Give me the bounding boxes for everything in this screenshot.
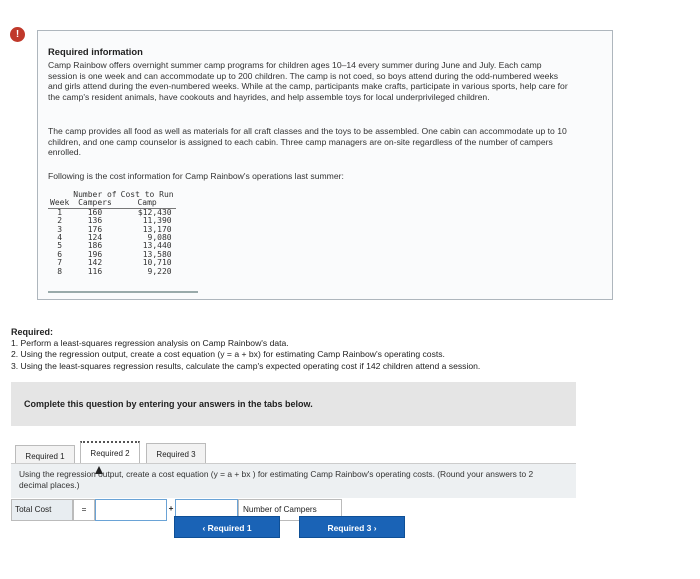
tab-instruction: Using the regression output, create a cost equation (y = a + bx ) for estimating Camp Rainbow's operating costs. (Round your answers to 2 decimal places.) bbox=[19, 469, 534, 490]
alert-icon: ! bbox=[10, 27, 25, 42]
plus-sign: + bbox=[168, 504, 174, 513]
number-of-campers-label: Number of Campers bbox=[238, 499, 342, 521]
cost-table bbox=[48, 191, 176, 276]
required-item-3: 3. Using the least-squares regression results, calculate the camp's expected operating cost if 142 children attend a session. bbox=[11, 360, 481, 371]
info-paragraph-3: Following is the cost information for Camp Rainbow's operations last summer: bbox=[48, 171, 344, 181]
tab-required-1[interactable]: Required 1 bbox=[15, 445, 75, 467]
required-information-box bbox=[37, 30, 613, 300]
info-paragraph-2: The camp provides all food as well as materials for all craft classes and the toys to be assembled. One cabin can accommodate up to 10 children, and one camp counselor is assigned to each cabin. Three camp managers are on-site regardless of the number of campers enrolled. bbox=[48, 126, 567, 158]
table-header: Camp bbox=[119, 199, 176, 208]
table-divider bbox=[48, 291, 198, 293]
table-row: 1 160 $12,430 bbox=[57, 207, 172, 217]
info-paragraph-1: Camp Rainbow offers overnight summer camp programs for children ages 10–14 every summer during June and July. Each camp session is one week and can accommodate up to 200 children. The camp is not coed, so boys attend during the odd-numbered weeks and girls attend during the even-numbered weeks. While at the camp, participants make crafts, participate in various sports, help care for the camp's resident animals, have cookouts and hayrides, and help assemble toys for local underprivileged children. bbox=[48, 60, 568, 102]
equals-sign: = bbox=[73, 499, 95, 521]
fixed-cost-input-wrapper bbox=[95, 499, 167, 521]
table-row: 4 124 9,080 bbox=[57, 233, 172, 243]
table-row: 8 116 9,220 bbox=[57, 266, 172, 276]
required-title: Required: bbox=[11, 327, 54, 337]
required-item-2: 2. Using the regression output, create a cost equation (y = a + bx) for estimating Camp Rainbow's operating costs. bbox=[11, 349, 445, 360]
tab-required-3[interactable]: Required 3 bbox=[146, 443, 206, 465]
table-row: 3 176 13,170 bbox=[57, 224, 172, 234]
tab-required-2[interactable]: Required 2 bbox=[80, 441, 140, 463]
total-cost-label: Total Cost bbox=[11, 499, 73, 521]
table-header: Number of bbox=[73, 190, 117, 199]
table-header: Cost to Run bbox=[120, 190, 174, 199]
table-row: 2 136 11,390 bbox=[57, 216, 172, 226]
mouse-cursor-icon bbox=[95, 466, 103, 474]
table-header: Week bbox=[50, 198, 70, 208]
info-title: Required information bbox=[48, 46, 143, 57]
table-row: 5 186 13,440 bbox=[57, 241, 172, 251]
table-row: 7 142 10,710 bbox=[57, 258, 172, 268]
instruction-band bbox=[11, 382, 576, 426]
next-required-3-button[interactable]: Required 3 › bbox=[299, 516, 405, 538]
table-row: 6 196 13,580 bbox=[57, 249, 172, 259]
fixed-cost-input[interactable] bbox=[99, 500, 166, 520]
table-header: Campers bbox=[71, 199, 118, 208]
required-item-1: 1. Perform a least-squares regression analysis on Camp Rainbow's data. bbox=[11, 338, 289, 349]
previous-required-1-button[interactable]: ‹ Required 1 bbox=[174, 516, 280, 538]
required-list bbox=[11, 327, 480, 372]
instruction-band-text: Complete this question by entering your answers in the tabs below. bbox=[24, 399, 313, 409]
